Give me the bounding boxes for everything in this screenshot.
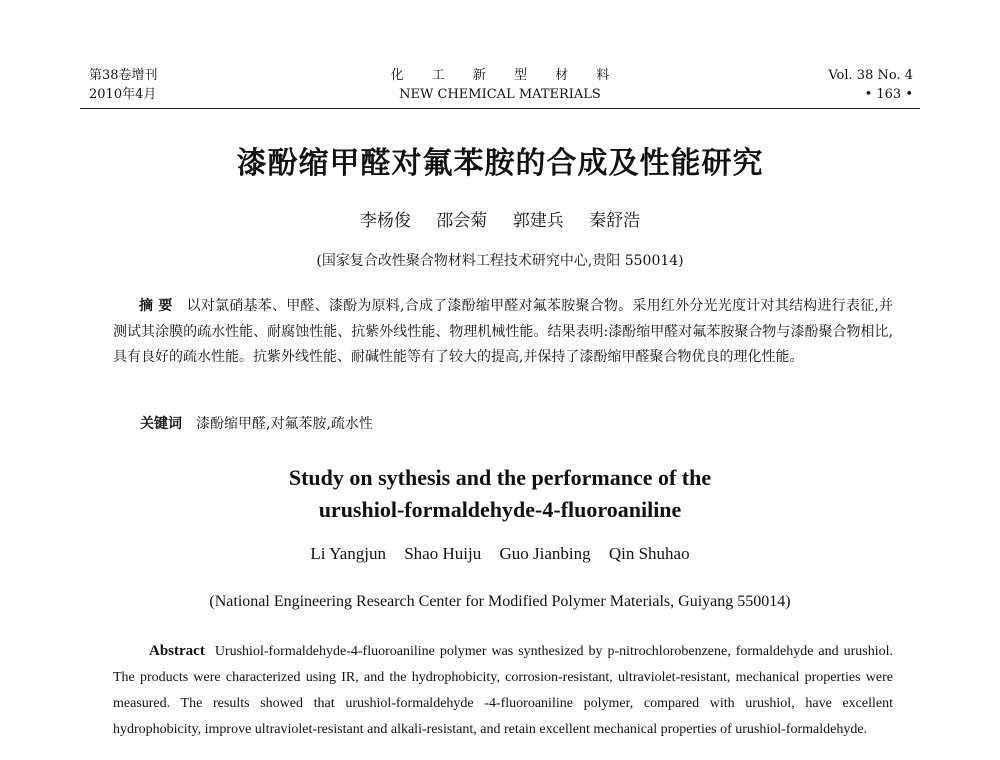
header-right	[828, 66, 913, 104]
journal-title-en: NEW CHEMICAL MATERIALS	[399, 87, 601, 102]
author-cn: 郭建兵	[512, 211, 564, 231]
author-en: Li Yangjun	[310, 544, 386, 563]
abstract-label-cn: 摘 要	[139, 298, 173, 314]
abstract-cn	[113, 294, 893, 371]
paper-title-en-line2: urushiol-formaldehyde-4-fluoroaniline	[318, 497, 682, 522]
journal-title-cn: 化 工 新 型 材 料	[390, 68, 622, 83]
header-rule	[80, 108, 920, 109]
author-en: Shao Huiju	[404, 544, 482, 563]
abstract-en	[113, 638, 893, 760]
affiliation-cn: (国家复合改性聚合物材料工程技术研究中心,贵阳 550014)	[316, 253, 684, 269]
authors-en	[0, 544, 1000, 564]
authors-cn	[0, 206, 1000, 231]
volume-cn: 第38卷增刊	[89, 68, 158, 83]
author-en: Guo Jianbing	[499, 544, 591, 563]
keywords-cn	[140, 414, 373, 434]
author-cn: 秦舒浩	[589, 211, 641, 231]
keywords-text-cn: 漆酚缩甲醛,对氟苯胺,疏水性	[196, 416, 373, 432]
abstract-text-cn: 以对氯硝基苯、甲醛、漆酚为原料,合成了漆酚缩甲醛对氟苯胺聚合物。采用红外分光光度计对其结构进行表征,并测试其涂膜的疏水性能、耐腐蚀性能、抗紫外线性能、物理机械性能。结果表明:漆酚缩甲醛对氟苯胺聚合物与漆酚聚合物相比,具有良好的疏水性能。抗紫外线性能、耐碱性能等有了较大的提高,并保持了漆酚缩甲醛聚合物优良的理化性能。	[113, 298, 894, 365]
author-cn: 邵会菊	[436, 211, 488, 231]
page-number: • 163 •	[864, 87, 913, 102]
paper-title-en-line1: Study on sythesis and the performance of the	[288, 465, 712, 490]
author-cn: 李杨俊	[359, 211, 411, 231]
affiliation-en: (National Engineering Research Center for Modified Polymer Materials, Guiyang 550014)	[209, 593, 791, 610]
volume-en: Vol. 38 No. 4	[828, 68, 913, 83]
paper-title-en	[0, 462, 1000, 526]
author-en: Qin Shuhao	[608, 544, 690, 563]
date-cn: 2010年4月	[89, 87, 157, 102]
abstract-text-en: Urushiol-formaldehyde-4-fluoroaniline polymer was synthesized by p-nitrochlorobenzene, formaldehyde and urushiol. The products were characterized using IR, and the hydrophobicity, corrosion-resistant, ultraviolet-resistant, mechanical properties were measured. The results showed that urushiol-formaldehyde -4-fluoroaniline polymer, compared with urushiol, have excellent hydrophobicity, improve ultraviolet-resistant and alkali-resistant, and retain excellent mechanical properties of urushiol-formaldehyde.	[113, 644, 893, 737]
paper-title-cn: 漆酚缩甲醛对氟苯胺的合成及性能研究	[236, 146, 764, 181]
keywords-label-cn: 关键词	[140, 416, 182, 432]
abstract-label-en: Abstract	[149, 643, 205, 659]
